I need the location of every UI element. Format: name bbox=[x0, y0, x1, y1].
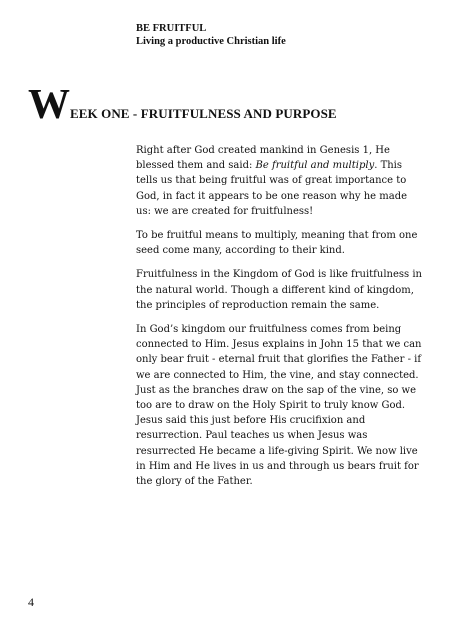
chapter-title bbox=[28, 84, 428, 126]
paragraph-2: To be fruitful means to multiply, meaning that from one seed come many, according to their kind. bbox=[136, 230, 418, 257]
paragraph-4: In God’s kingdom our fruitfulness comes from being connected to Him. Jesus explains in John 15 that we can only bear fruit - eternal fruit that glorifies the Father - if we are connected to Him, the vine, and stay connected. Just as the branches draw on the sap of the vine, so we too are to draw on the Holy Spirit to truly know God. Jesus said this just before His crucifixion and resurrection. Paul teaches us when Jesus was resurrected He became a life-giving Spirit. We now live in Him and He lives in us and through us bears fruit for the glory of the Father. bbox=[136, 324, 422, 488]
page-number: 4 bbox=[28, 595, 34, 609]
scripture-quote: Be fruitful and multiply bbox=[255, 160, 375, 172]
chapter-title-text: EEK ONE - FRUITFULNESS AND PURPOSE bbox=[70, 106, 337, 121]
paragraph-1-text-end: . This tells us that being fruitful was of great importance to God, in fact it appears to be one reason why he made us: we are created for fruitfulness! bbox=[136, 160, 408, 217]
paragraph-1 bbox=[136, 143, 422, 219]
running-header bbox=[136, 22, 286, 48]
paragraph-3: Fruitfulness in the Kingdom of God is like fruitfulness in the natural world. Though a different kind of kingdom, the principles of reproduction remain the same. bbox=[136, 269, 422, 311]
book-title: BE FRUITFUL bbox=[136, 23, 207, 34]
body-text bbox=[136, 143, 422, 498]
book-subtitle: Living a productive Christian life bbox=[136, 36, 286, 47]
drop-cap: W bbox=[28, 82, 70, 128]
paragraph-1-text: Right after God created mankind in Genesis 1, He blessed them and said: bbox=[136, 145, 390, 172]
